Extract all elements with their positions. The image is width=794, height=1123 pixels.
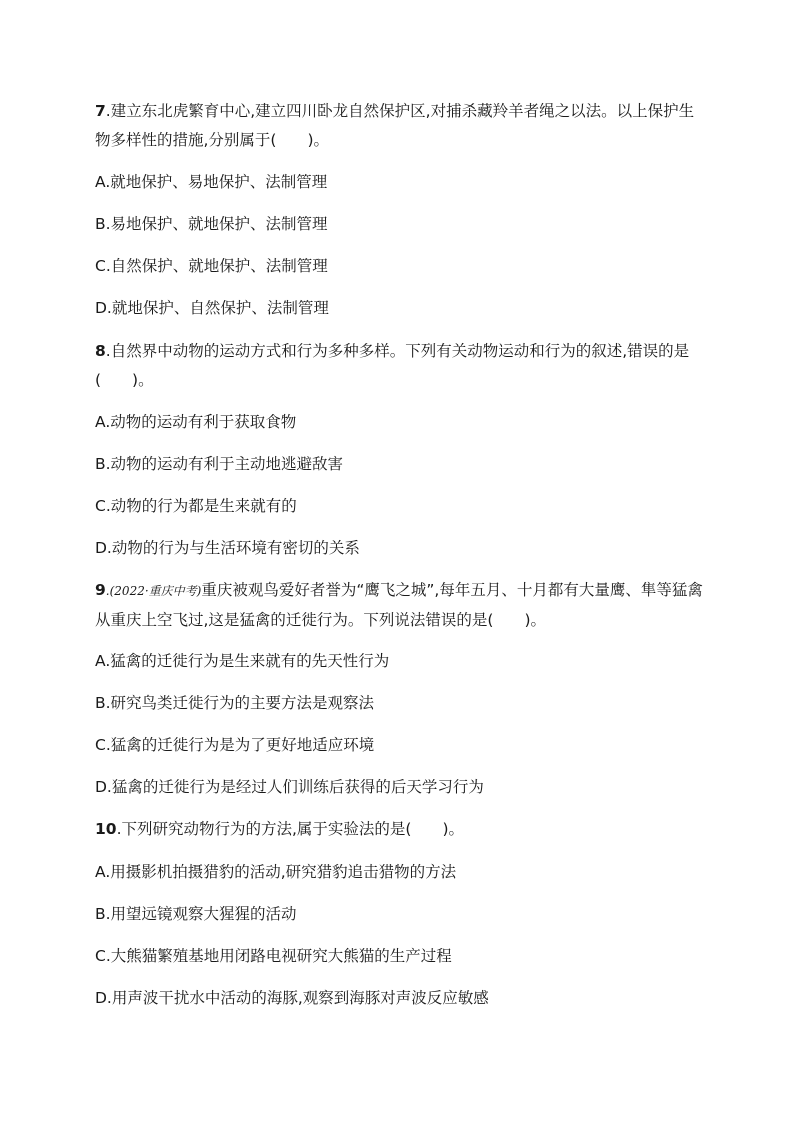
question-text: 重庆被观鸟爱好者誉为“鹰飞之城”,每年五月、十月都有大量鹰、隼等猛禽从重庆上空飞过,这是猛禽的迁徙行为。下列说法错误的是( )。 bbox=[95, 581, 703, 629]
question-8-option-b: B.动物的运动有利于主动地逃避敌害 bbox=[95, 455, 344, 473]
question-8-stem bbox=[95, 337, 705, 395]
question-10-option-c: C.大熊猫繁殖基地用闭路电视研究大熊猫的生产过程 bbox=[95, 947, 452, 965]
question-10-option-d: D.用声波干扰水中活动的海豚,观察到海豚对声波反应敏感 bbox=[95, 989, 489, 1007]
question-10-option-b: B.用望远镜观察大猩猩的活动 bbox=[95, 905, 297, 923]
question-7-option-d: D.就地保护、自然保护、法制管理 bbox=[95, 299, 329, 317]
question-number: 8 bbox=[95, 342, 106, 360]
question-9-option-d: D.猛禽的迁徙行为是经过人们训练后获得的后天学习行为 bbox=[95, 778, 484, 796]
question-8-option-c: C.动物的行为都是生来就有的 bbox=[95, 497, 297, 515]
question-8-option-a: A.动物的运动有利于获取食物 bbox=[95, 413, 297, 431]
question-number: 10 bbox=[95, 820, 117, 838]
question-7-option-a: A.就地保护、易地保护、法制管理 bbox=[95, 173, 328, 191]
question-text: .建立东北虎繁育中心,建立四川卧龙自然保护区,对捕杀藏羚羊者绳之以法。以上保护生物多样性的措施,分别属于( )。 bbox=[95, 102, 695, 149]
question-text: .自然界中动物的运动方式和行为多种多样。下列有关动物运动和行为的叙述,错误的是( )。 bbox=[95, 342, 690, 389]
question-10-option-a: A.用摄影机拍摄猎豹的活动,研究猎豹追击猎物的方法 bbox=[95, 863, 457, 881]
question-number: 7 bbox=[95, 102, 106, 120]
question-8-option-d: D.动物的行为与生活环境有密切的关系 bbox=[95, 539, 360, 557]
question-9-option-a: A.猛禽的迁徙行为是生来就有的先天性行为 bbox=[95, 652, 390, 670]
question-7-option-b: B.易地保护、就地保护、法制管理 bbox=[95, 215, 328, 233]
question-7-stem bbox=[95, 97, 705, 155]
question-9-option-c: C.猛禽的迁徙行为是为了更好地适应环境 bbox=[95, 736, 375, 754]
question-number: 9 bbox=[95, 581, 106, 599]
question-source: .(2022·重庆中考) bbox=[105, 584, 202, 598]
question-9-option-b: B.研究鸟类迁徙行为的主要方法是观察法 bbox=[95, 694, 375, 712]
question-text: .下列研究动物行为的方法,属于实验法的是( )。 bbox=[116, 820, 465, 838]
question-10-stem bbox=[95, 815, 705, 844]
question-9-stem bbox=[95, 576, 705, 635]
question-7-option-c: C.自然保护、就地保护、法制管理 bbox=[95, 257, 328, 275]
